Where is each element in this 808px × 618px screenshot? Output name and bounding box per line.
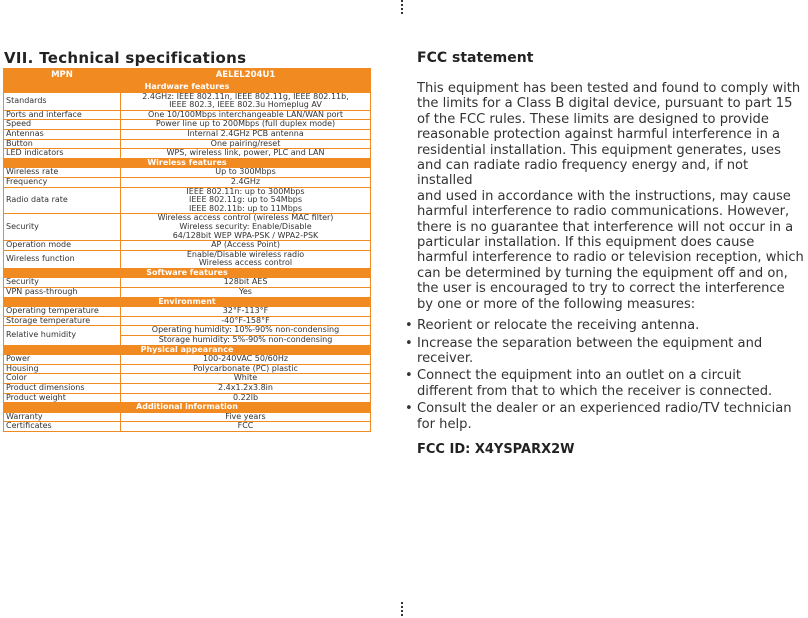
spec-value-line: Yes bbox=[239, 287, 252, 297]
fcc-paragraph-line: of the FCC rules. These limits are designed to provide bbox=[417, 111, 769, 127]
spec-row bbox=[4, 177, 371, 187]
fcc-paragraph-line: particular installation. If this equipment does cause bbox=[417, 235, 755, 251]
fcc-measures-list bbox=[405, 318, 805, 432]
bullet-icon: • bbox=[405, 401, 413, 417]
spec-value-line: 2.4GHz: IEEE 802.11n, IEEE 802.11g, IEEE 802.11b, bbox=[142, 91, 349, 101]
bullet-icon: • bbox=[405, 335, 413, 351]
fcc-title: FCC statement bbox=[417, 50, 534, 66]
spec-section-row bbox=[4, 403, 371, 413]
spec-label: Ports and interface bbox=[4, 110, 121, 120]
spec-row bbox=[4, 422, 371, 432]
spec-label: Standards bbox=[4, 92, 121, 110]
measure-line: Reorient or relocate the receiving antenna. bbox=[417, 318, 700, 334]
bullet-icon: • bbox=[405, 368, 413, 384]
spec-value bbox=[121, 92, 371, 110]
list-item bbox=[405, 318, 805, 334]
spec-value-line: AP (Access Point) bbox=[211, 240, 280, 250]
spec-label: Power bbox=[4, 355, 121, 365]
spec-label: Security bbox=[4, 278, 121, 288]
spec-value-line: FCC bbox=[237, 421, 254, 431]
spec-value-line: Wireless access control (wireless MAC filter) bbox=[157, 213, 334, 223]
spec-row bbox=[4, 288, 371, 298]
spec-value bbox=[121, 187, 371, 214]
spec-section-title: Hardware features bbox=[4, 83, 371, 93]
spec-value bbox=[121, 288, 371, 298]
spec-value-line: Internal 2.4GHz PCB antenna bbox=[187, 128, 304, 138]
list-item bbox=[405, 368, 805, 399]
fcc-paragraph-line: residential installation. This equipment generates, uses bbox=[417, 142, 781, 158]
spec-row bbox=[4, 355, 371, 365]
spec-row bbox=[4, 384, 371, 394]
spec-label: Button bbox=[4, 139, 121, 149]
spec-label: Color bbox=[4, 374, 121, 384]
measure-line: Consult the dealer or an experienced radio/TV technician bbox=[417, 401, 792, 417]
page-title: VII. Technical specifications bbox=[4, 49, 247, 67]
spec-value bbox=[121, 422, 371, 432]
spec-value bbox=[121, 355, 371, 365]
spec-value bbox=[121, 168, 371, 178]
spec-value bbox=[121, 149, 371, 159]
spec-section-title: Software features bbox=[4, 268, 371, 278]
spec-value-line: Polycarbonate (PC) plastic bbox=[193, 363, 298, 373]
fcc-paragraph-line: This equipment has been tested and found to comply with bbox=[417, 81, 801, 96]
spec-value-line: One pairing/reset bbox=[210, 138, 281, 148]
fold-mark-top bbox=[401, 0, 403, 16]
spec-label: Operation mode bbox=[4, 241, 121, 251]
spec-value-line: WPS, wireless link, power, PLC and LAN bbox=[166, 148, 325, 158]
fcc-paragraph bbox=[417, 81, 805, 312]
spec-section-title: Environment bbox=[4, 297, 371, 307]
spec-value-line: Enable/Disable wireless radio bbox=[186, 249, 305, 259]
fcc-paragraph-line: and used in accordance with the instructions, may cause bbox=[417, 188, 791, 204]
spec-label: LED indicators bbox=[4, 149, 121, 159]
spec-value-line: White bbox=[233, 373, 258, 383]
fcc-paragraph-line: reasonable protection against harmful interference in a bbox=[417, 127, 781, 143]
spec-value-line: Power line up to 200Mbps (full duplex mode) bbox=[155, 119, 336, 129]
spec-row bbox=[4, 129, 371, 139]
spec-header-label: MPN bbox=[4, 69, 121, 83]
spec-value-line: 128bit AES bbox=[223, 277, 268, 287]
spec-value-line: Up to 300Mbps bbox=[215, 167, 276, 177]
fcc-paragraph-line: harmful interference to radio communications. However, bbox=[417, 204, 790, 220]
fcc-section bbox=[405, 50, 805, 457]
spec-value-line: 0.22lb bbox=[232, 392, 259, 402]
spec-value bbox=[121, 384, 371, 394]
spec-value-line: IEEE 802.11n: up to 300Mbps bbox=[186, 186, 305, 196]
spec-section-title: Additional information bbox=[4, 403, 371, 413]
fcc-paragraph-line: harmful interference to radio or television reception, which bbox=[417, 250, 804, 266]
spec-value bbox=[121, 241, 371, 251]
spec-row bbox=[4, 149, 371, 159]
spec-row bbox=[4, 241, 371, 251]
measure-line: for help. bbox=[417, 416, 472, 432]
spec-value bbox=[121, 214, 371, 241]
spec-value bbox=[121, 250, 371, 268]
spec-value-line: 100-240VAC 50/60Hz bbox=[202, 354, 289, 364]
fold-mark-bottom bbox=[401, 602, 403, 618]
spec-label: VPN pass-through bbox=[4, 288, 121, 298]
spec-value-line: 2.4GHz bbox=[230, 176, 261, 186]
spec-label: Housing bbox=[4, 364, 121, 374]
spec-section-row bbox=[4, 268, 371, 278]
spec-section-row bbox=[4, 345, 371, 355]
spec-section-title: Wireless features bbox=[4, 158, 371, 168]
measure-line: receiver. bbox=[417, 350, 474, 366]
spec-header-value: AELEL204U1 bbox=[121, 69, 371, 83]
spec-label: Security bbox=[4, 214, 121, 241]
spec-row bbox=[4, 307, 371, 317]
measure-line: different from that to which the receiver is connected. bbox=[417, 383, 773, 399]
spec-label: Certificates bbox=[4, 422, 121, 432]
spec-label: Relative humidity bbox=[4, 326, 121, 345]
spec-value-line: IEEE 802.11b: up to 11Mbps bbox=[188, 203, 303, 213]
spec-table-body bbox=[4, 69, 371, 432]
spec-value bbox=[121, 307, 371, 317]
fcc-paragraph-line: and can radiate radio frequency energy and, if not installed bbox=[417, 158, 749, 189]
fcc-paragraph-line: by one or more of the following measures: bbox=[417, 296, 696, 312]
fcc-paragraph-line: the user is encouraged to try to correct the interference bbox=[417, 281, 785, 297]
spec-value-line: -40°F-158°F bbox=[221, 315, 270, 325]
spec-value-line: Five years bbox=[225, 411, 266, 421]
list-item bbox=[405, 401, 805, 432]
measure-line: Increase the separation between the equipment and bbox=[417, 335, 763, 351]
fcc-paragraph-line: the limits for a Class B digital device, pursuant to part 15 bbox=[417, 96, 793, 112]
fcc-id: FCC ID: X4YSPARX2W bbox=[417, 441, 575, 457]
spec-value-line: Wireless access control bbox=[198, 258, 293, 268]
spec-value bbox=[121, 177, 371, 187]
spec-section-row bbox=[4, 83, 371, 93]
spec-value-line: IEEE 802.11g: up to 54Mbps bbox=[188, 195, 303, 205]
fcc-paragraph-line: there is no guarantee that interference will not occur in a bbox=[417, 219, 794, 235]
spec-label: Frequency bbox=[4, 177, 121, 187]
spec-row bbox=[4, 364, 371, 374]
spec-label: Antennas bbox=[4, 129, 121, 139]
list-item bbox=[405, 335, 805, 367]
spec-label: Warranty bbox=[4, 412, 121, 422]
spec-label: Operating temperature bbox=[4, 307, 121, 317]
spec-value bbox=[121, 129, 371, 139]
spec-row bbox=[4, 187, 371, 214]
spec-label: Speed bbox=[4, 120, 121, 130]
spec-row bbox=[4, 214, 371, 241]
bullet-icon: • bbox=[405, 318, 413, 334]
spec-label: Product dimensions bbox=[4, 384, 121, 394]
fcc-paragraph-line: can be determined by turning the equipment off and on, bbox=[417, 265, 788, 281]
spec-label: Radio data rate bbox=[4, 187, 121, 214]
spec-row bbox=[4, 412, 371, 422]
spec-section-row bbox=[4, 158, 371, 168]
spec-value-line: Wireless security: Enable/Disable bbox=[179, 221, 312, 231]
spec-row bbox=[4, 250, 371, 268]
spec-label: Wireless function bbox=[4, 250, 121, 268]
spec-label: Product weight bbox=[4, 393, 121, 403]
spec-value-line: 64/128bit WEP WPA-PSK / WPA2-PSK bbox=[172, 230, 319, 240]
spec-value: Operating humidity: 10%-90% non-condensing bbox=[121, 326, 371, 336]
spec-value-line: 32°F-113°F bbox=[222, 306, 269, 316]
spec-header-row bbox=[4, 69, 371, 83]
spec-section-title: Physical appearance bbox=[4, 345, 371, 355]
spec-row bbox=[4, 92, 371, 110]
spec-table bbox=[3, 68, 371, 432]
spec-value-line: IEEE 802.3, IEEE 802.3u Homeplug AV bbox=[169, 100, 322, 110]
spec-label: Wireless rate bbox=[4, 168, 121, 178]
spec-row bbox=[4, 168, 371, 178]
spec-value: Storage humidity: 5%-90% non-condensing bbox=[121, 336, 371, 346]
measure-line: Connect the equipment into an outlet on a circuit bbox=[417, 368, 741, 384]
spec-value-line: 2.4x1.2x3.8in bbox=[218, 383, 273, 392]
spec-label: Storage temperature bbox=[4, 316, 121, 326]
spec-value-line: One 10/100Mbps interchangeable LAN/WAN port bbox=[148, 109, 343, 119]
